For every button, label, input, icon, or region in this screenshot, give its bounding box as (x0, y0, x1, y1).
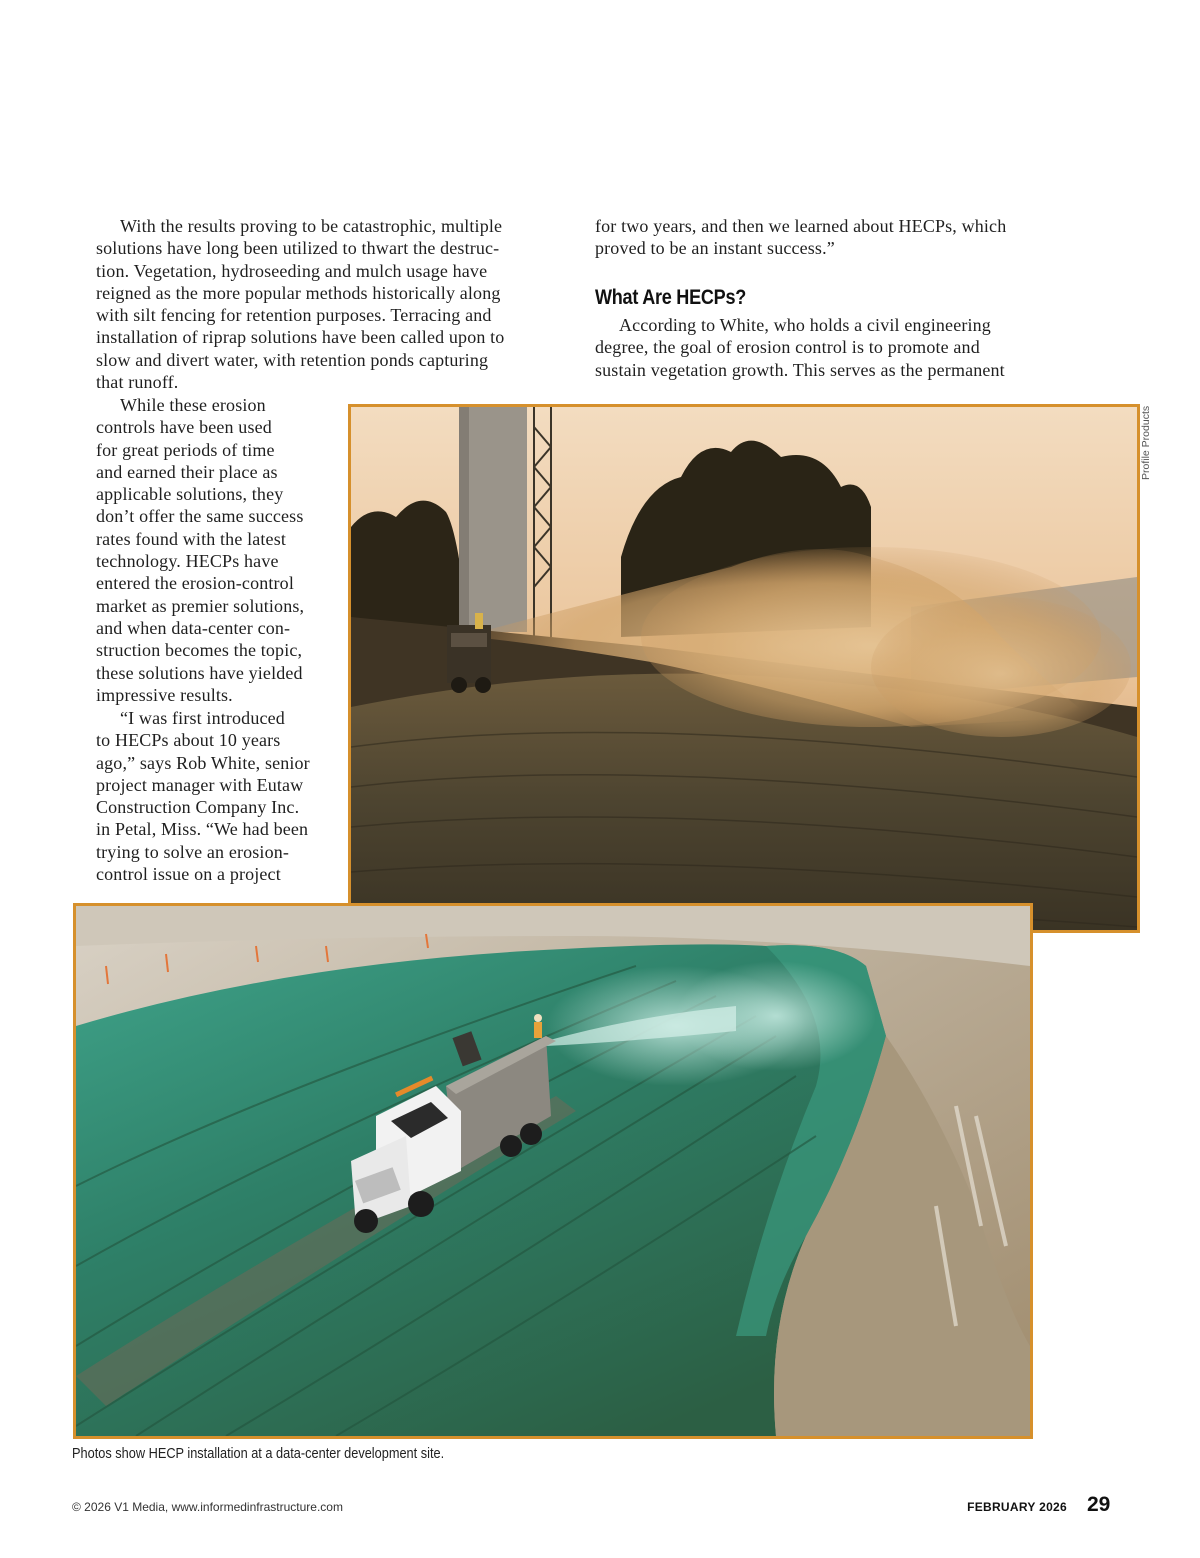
footer-copyright: © 2026 V1 Media, www.informedinfrastructure.com (72, 1500, 343, 1514)
text-line: trying to solve an erosion- (96, 841, 290, 862)
article-paragraph-2 (96, 394, 304, 706)
photo-aerial-hecp-truck (73, 903, 1033, 1439)
text-line: struction becomes the topic, (96, 640, 303, 661)
section-heading: What Are HECPs? (595, 286, 747, 309)
photo-caption: Photos show HECP installation at a data-center development site. (72, 1446, 445, 1462)
footer-issue-date: FEBRUARY 2026 (967, 1500, 1067, 1514)
text-line: ago,” says Rob White, senior (96, 752, 310, 773)
text-line: don’t offer the same success (96, 506, 304, 527)
text-line: solutions have long been utilized to thwart the destruc- (96, 238, 500, 259)
text-line: With the results proving to be catastrophic, multiple (120, 216, 503, 236)
text-line: and when data-center con- (96, 617, 291, 638)
text-line: with silt fencing for retention purposes. Terracing and (96, 305, 492, 326)
photo-hydroseeding-spray-image (351, 407, 1137, 930)
text-line: sustain vegetation growth. This serves as the permanent (595, 359, 1005, 380)
text-line: installation of riprap solutions have been called upon to (96, 327, 505, 348)
text-line: slow and divert water, with retention ponds capturing (96, 349, 489, 370)
photo-credit: Profile Products (1140, 405, 1152, 480)
photo-aerial-hecp-truck-image (76, 906, 1030, 1436)
article-paragraph-1 (96, 215, 504, 393)
text-line: Construction Company Inc. (96, 797, 300, 818)
text-line: to HECPs about 10 years (96, 730, 281, 751)
text-line: applicable solutions, they (96, 484, 284, 505)
text-line: technology. HECPs have (96, 551, 279, 572)
text-line: control issue on a project (96, 864, 281, 885)
text-line: market as premier solutions, (96, 595, 305, 616)
text-line: controls have been used (96, 417, 272, 438)
text-line: these solutions have yielded (96, 662, 303, 683)
text-line: proved to be an instant success.” (595, 238, 835, 259)
text-line: and earned their place as (96, 461, 278, 482)
text-line: for two years, and then we learned about HECPs, which (595, 216, 1007, 236)
page-number: 29 (1087, 1493, 1111, 1516)
text-line: rates found with the latest (96, 528, 287, 549)
photo-hydroseeding-spray (348, 404, 1140, 933)
text-line: degree, the goal of erosion control is to promote and (595, 337, 980, 358)
text-line: “I was first introduced (120, 708, 285, 728)
text-line: in Petal, Miss. “We had been (96, 819, 309, 840)
text-line: tion. Vegetation, hydroseeding and mulch usage have (96, 260, 488, 281)
text-line: that runoff. (96, 372, 179, 393)
text-line: According to White, who holds a civil engineering (619, 315, 991, 335)
text-line: impressive results. (96, 684, 233, 705)
text-line: While these erosion (120, 395, 266, 415)
text-line: for great periods of time (96, 439, 275, 460)
text-line: entered the erosion-control (96, 573, 294, 594)
text-line: reigned as the more popular methods historically along (96, 282, 501, 303)
article-paragraph-5 (595, 314, 1005, 381)
article-paragraph-4 (595, 215, 1006, 260)
article-paragraph-3 (96, 707, 310, 885)
text-line: project manager with Eutaw (96, 774, 304, 795)
